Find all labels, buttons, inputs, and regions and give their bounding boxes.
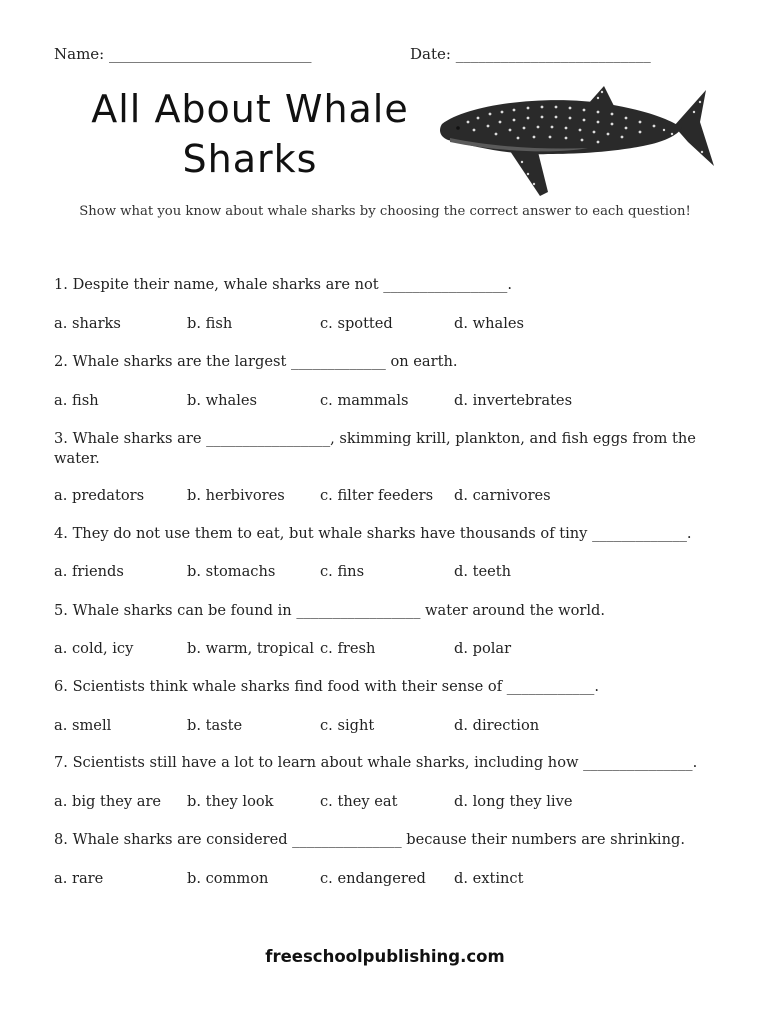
q8-option-a: a. rare [54,870,104,887]
q4-option-a: a. friends [54,563,124,580]
question-4: 4. They do not use them to eat, but whale sharks have thousands of tiny _____________. [54,525,692,542]
q3-option-b: b. herbivores [187,487,285,504]
q2-option-d: d. invertebrates [454,392,573,409]
q7-option-d: d. long they live [454,793,573,810]
q7-option-c: c. they eat [320,793,398,810]
q1-option-c: c. spotted [320,315,393,332]
date-field-label: Date: __________________________ [410,45,651,63]
q5-option-c: c. fresh [320,640,376,657]
q6-option-b: b. taste [187,717,243,734]
q3-option-d: d. carnivores [454,487,551,504]
question-5: 5. Whale sharks can be found in _________________ water around the world. [54,602,606,619]
q1-option-b: b. fish [187,315,233,332]
q1-option-a: a. sharks [54,315,121,332]
worksheet-title-line-1: All About Whale [91,87,409,131]
q8-option-b: b. common [187,870,269,887]
question-6: 6. Scientists think whale sharks find food with their sense of ____________. [54,678,599,695]
q6-option-a: a. smell [54,717,112,734]
publisher-footer: freeschoolpublishing.com [265,947,505,966]
q8-option-d: d. extinct [454,870,524,887]
whale-shark-illustration [438,82,716,202]
worksheet-instructions: Show what you know about whale sharks by choosing the correct answer to each question! [79,204,691,219]
whale-shark-icon [440,86,714,196]
question-2: 2. Whale sharks are the largest _____________ on earth. [54,353,458,370]
q2-option-a: a. fish [54,392,99,409]
q3-option-a: a. predators [54,487,145,504]
q4-option-b: b. stomachs [187,563,276,580]
q4-option-c: c. fins [320,563,365,580]
question-1: 1. Despite their name, whale sharks are not _________________. [54,276,512,293]
q5-option-a: a. cold, icy [54,640,134,657]
q2-option-b: b. whales [187,392,258,409]
question-7: 7. Scientists still have a lot to learn about whale sharks, including how _______________. [54,754,698,771]
worksheet-title-line-2: Sharks [182,137,318,181]
q5-option-d: d. polar [454,640,512,657]
q4-option-d: d. teeth [454,563,512,580]
q6-option-c: c. sight [320,717,375,734]
q8-option-c: c. endangered [320,870,426,887]
q7-option-b: b. they look [187,793,274,810]
q2-option-c: c. mammals [320,392,409,409]
q5-option-b: b. warm, tropical [187,640,315,657]
question-3: 3. Whale sharks are _________________, skimming krill, plankton, and fish eggs from the water. [54,430,696,467]
q1-option-d: d. whales [454,315,525,332]
q6-option-d: d. direction [454,717,540,734]
q3-option-c: c. filter feeders [320,487,434,504]
question-8: 8. Whale sharks are considered _______________ because their numbers are shrinking. [54,831,685,848]
name-field-label: Name: ___________________________ [54,45,312,63]
q7-option-a: a. big they are [54,793,162,810]
